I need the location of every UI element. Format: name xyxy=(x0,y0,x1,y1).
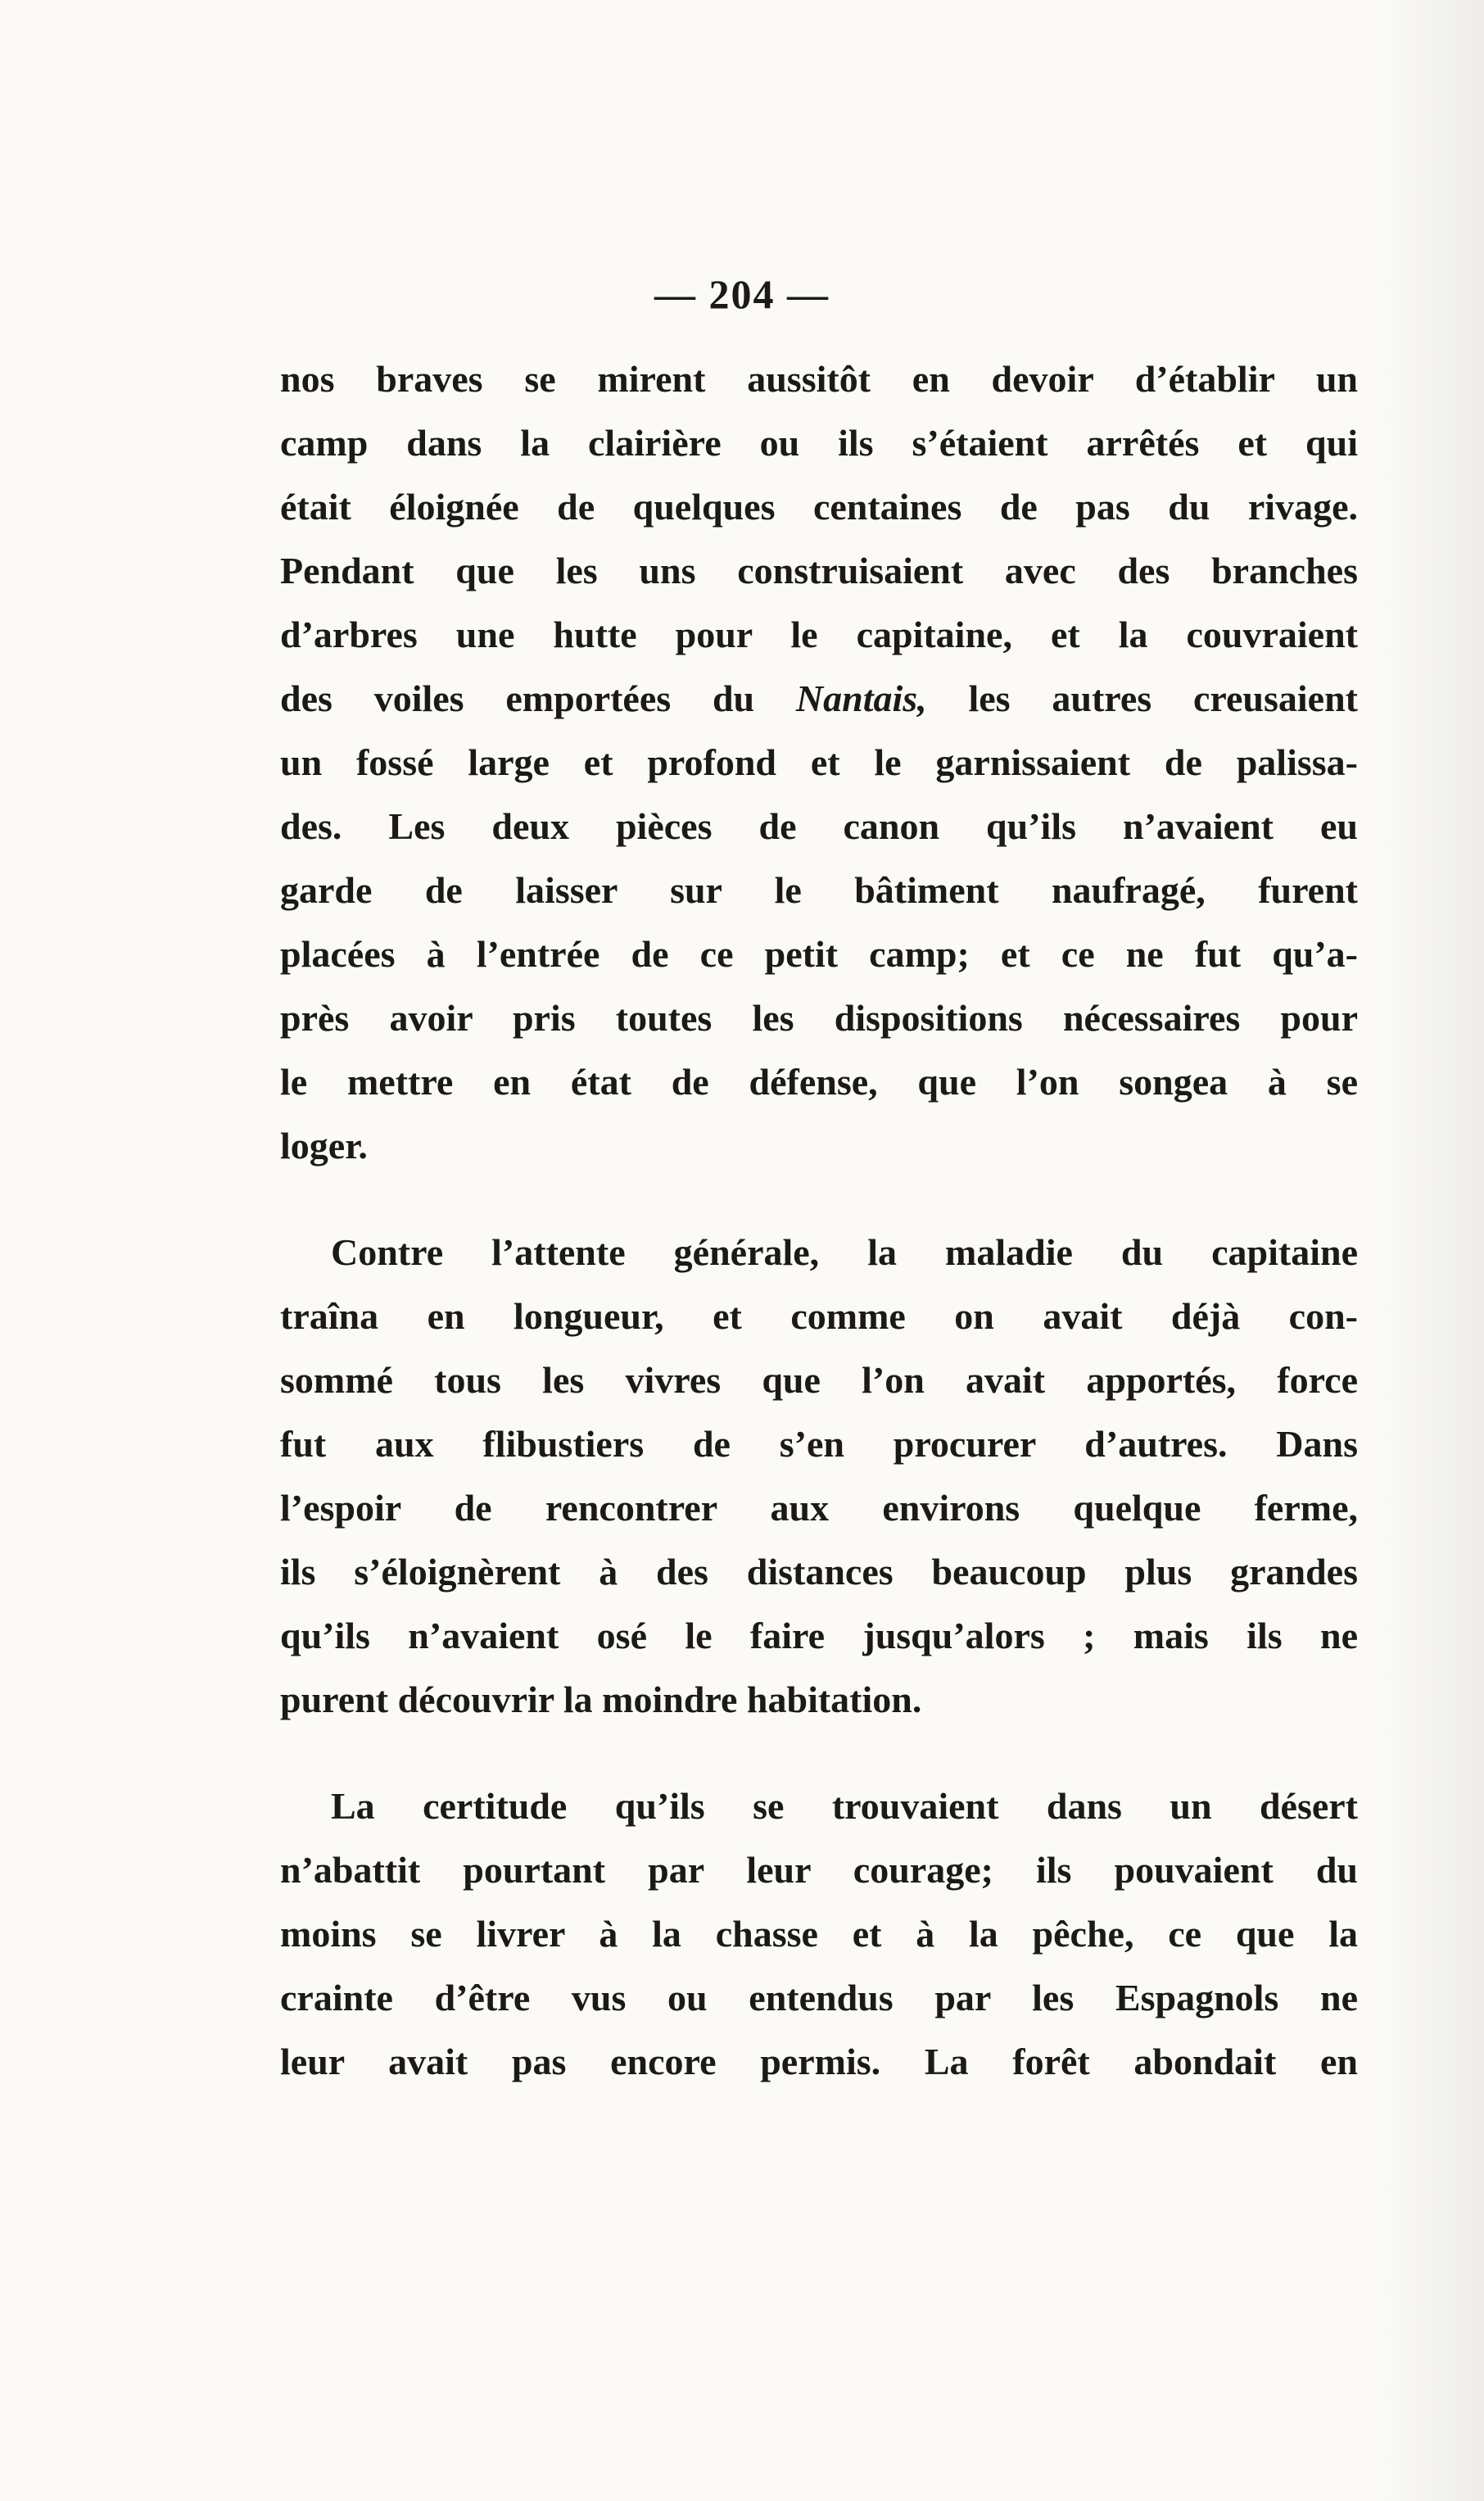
text-line: leur avait pas encore permis. La forêt abondait en xyxy=(280,2041,1358,2082)
text-line: le mettre en état de défense, que l’on songea à se xyxy=(280,1061,1358,1103)
paragraph-gap xyxy=(280,1178,1358,1221)
text-fragment: des voiles emportées du xyxy=(280,677,796,719)
text-line xyxy=(280,667,1358,731)
text-line: purent découvrir la moindre habitation. xyxy=(280,1679,922,1720)
text-line: placées à l’entrée de ce petit camp; et ce ne fut qu’a- xyxy=(280,933,1358,975)
paragraph-gap xyxy=(280,1732,1358,1774)
text-line: La certitude qu’ils se trouvaient dans un désert xyxy=(331,1785,1358,1827)
text-line: sommé tous les vivres que l’on avait apportés, force xyxy=(280,1359,1358,1401)
text-line: fut aux flibustiers de s’en procurer d’autres. Dans xyxy=(280,1423,1358,1465)
text-line: était éloignée de quelques centaines de pas du rivage. xyxy=(280,486,1358,528)
text-line: nos braves se mirent aussitôt en devoir d’établir un xyxy=(280,358,1358,400)
text-line: des. Les deux pièces de canon qu’ils n’avaient eu xyxy=(280,805,1358,847)
text-line: loger. xyxy=(280,1125,368,1167)
text-fragment: les autres creusaient xyxy=(926,677,1358,719)
paragraph-1 xyxy=(280,347,1358,1178)
paragraph-2 xyxy=(280,1221,1358,1732)
text-line: n’abattit pourtant par leur courage; ils pouvaient du xyxy=(280,1849,1358,1891)
text-line: d’arbres une hutte pour le capitaine, et la couvraient xyxy=(280,614,1358,655)
body-text xyxy=(280,347,1358,2094)
text-line: garde de laisser sur le bâtiment naufragé, furent xyxy=(280,869,1358,911)
text-line: près avoir pris toutes les dispositions nécessaires pour xyxy=(280,997,1358,1039)
text-line: traîna en longueur, et comme on avait déjà con- xyxy=(280,1295,1358,1337)
page-number: — 204 — xyxy=(654,271,830,317)
text-line: crainte d’être vus ou entendus par les Espagnols ne xyxy=(280,1977,1358,2018)
text-line: un fossé large et profond et le garnissaient de palissa- xyxy=(280,741,1358,783)
text-line: Pendant que les uns construisaient avec des branches xyxy=(280,550,1358,591)
text-line: Contre l’attente générale, la maladie du capitaine xyxy=(331,1231,1358,1273)
text-line: moins se livrer à la chasse et à la pêche, ce que la xyxy=(280,1913,1358,1955)
ship-name: Nantais, xyxy=(795,677,927,719)
text-line: ils s’éloignèrent à des distances beaucoup plus grandes xyxy=(280,1551,1358,1593)
paragraph-3 xyxy=(280,1774,1358,2094)
text-line: l’espoir de rencontrer aux environs quelque ferme, xyxy=(280,1487,1358,1529)
text-line: qu’ils n’avaient osé le faire jusqu’alors ; mais ils ne xyxy=(280,1615,1358,1656)
text-line: camp dans la clairière ou ils s’étaient arrêtés et qui xyxy=(280,422,1358,464)
